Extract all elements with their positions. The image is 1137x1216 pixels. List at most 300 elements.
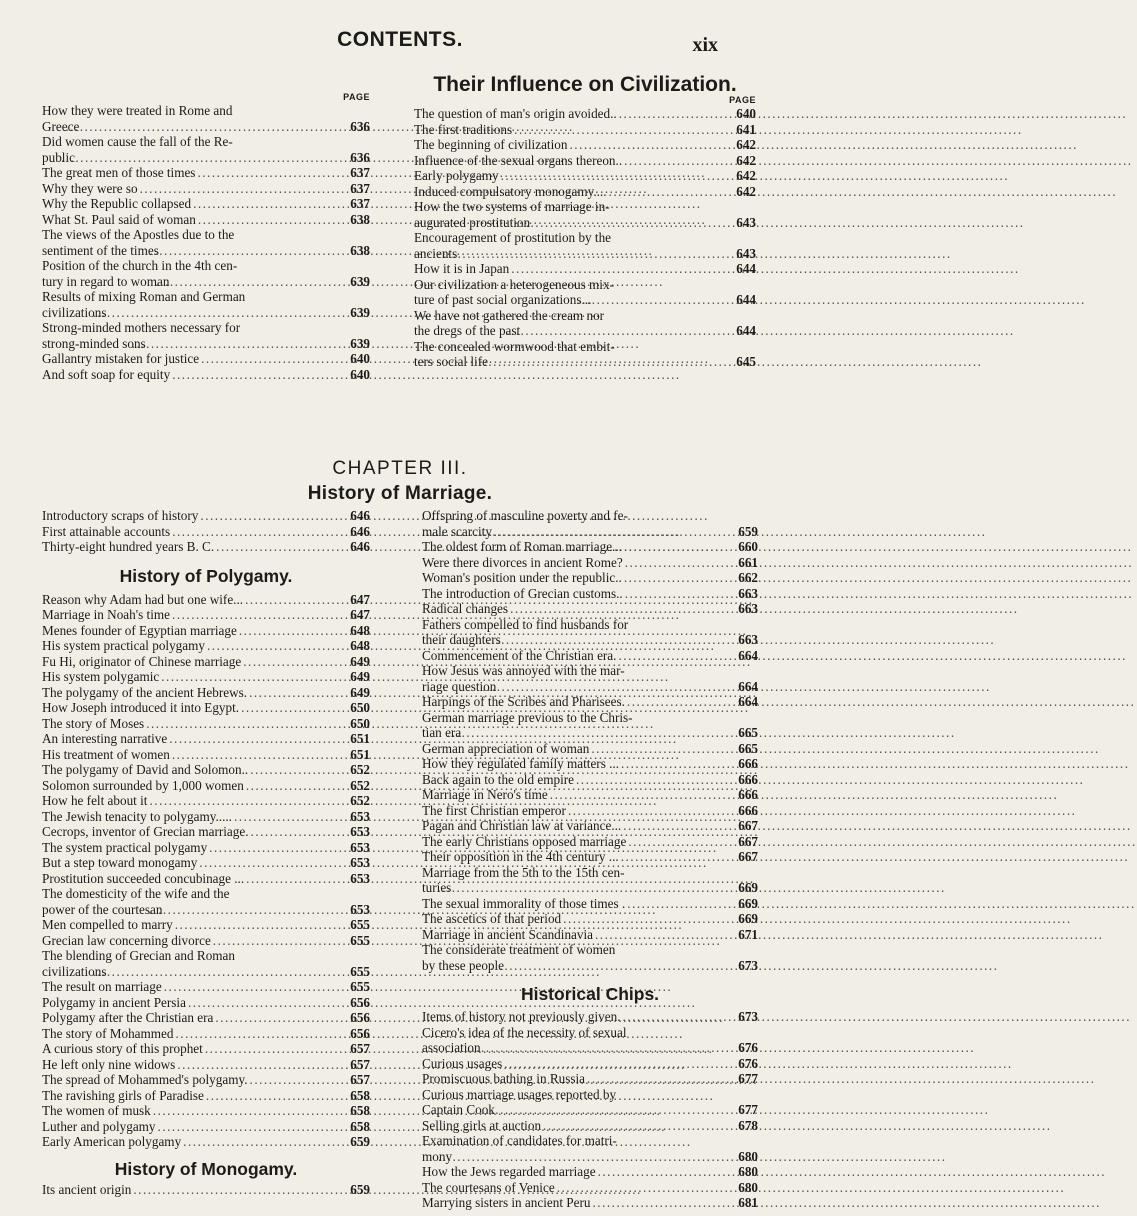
running-head <box>0 24 800 64</box>
dot-leader <box>593 292 750 308</box>
dot-leader <box>511 261 734 277</box>
toc-entry <box>42 1010 370 1026</box>
toc-entry <box>42 1072 370 1088</box>
dot-leader <box>569 137 734 153</box>
entry-page-number: 651 <box>350 746 370 762</box>
toc-entry <box>422 694 758 710</box>
dot-leader <box>249 685 348 701</box>
toc-entry <box>414 277 756 308</box>
entry-second-line <box>42 901 370 918</box>
entry-title-line2: civilizations <box>42 963 107 979</box>
toc-entry <box>414 184 756 200</box>
entry-page-number: 667 <box>738 818 758 833</box>
entry-page-number: 666 <box>738 787 758 802</box>
entry-title: Curious usages <box>422 1055 503 1071</box>
entry-page-number: 665 <box>738 740 758 756</box>
entry-page-number: 638 <box>350 211 370 227</box>
entry-page-number: 652 <box>350 762 370 777</box>
entry-title: Gallantry mistaken for justice <box>42 351 200 366</box>
dot-leader <box>201 351 348 367</box>
right-bottom-column <box>422 508 758 1211</box>
entry-page-number: 655 <box>350 963 370 979</box>
entry-page-number: 652 <box>350 793 370 808</box>
toc-entry <box>42 685 370 701</box>
entry-page-number: 667 <box>738 833 758 849</box>
entry-title-line1: Marriage from the 5th to the 15th cen- <box>422 864 625 880</box>
entry-page-number: 664 <box>738 694 758 709</box>
entry-page-number: 646 <box>350 508 370 523</box>
dot-leader <box>591 741 736 757</box>
entry-title: His system polygamic <box>42 669 160 684</box>
page-title: CONTENTS. <box>337 28 463 51</box>
entry-title-line1: The concealed wormwood that embit- <box>414 338 615 354</box>
entry-title: The courtesans of Venice <box>422 1179 555 1195</box>
entry-title-line2: ters social life <box>414 354 488 369</box>
entry-page-number: 648 <box>350 638 370 653</box>
toc-list <box>42 1182 370 1198</box>
entry-second-line <box>422 632 758 648</box>
entry-title-line2: the dregs of the past <box>414 323 521 338</box>
toc-entry <box>42 871 370 887</box>
entry-page-number: 644 <box>736 323 756 338</box>
entry-page-number: 681 <box>738 1195 758 1210</box>
dot-leader <box>207 638 348 654</box>
toc-entry <box>42 948 370 979</box>
dot-leader <box>250 1072 349 1088</box>
entry-page-number: 647 <box>350 607 370 622</box>
dot-leader <box>241 700 348 716</box>
toc-entry <box>422 1071 758 1087</box>
entry-page-number: 639 <box>350 335 370 351</box>
dot-leader <box>619 106 735 122</box>
entry-page-number: 646 <box>350 539 370 554</box>
toc-entry <box>422 539 758 555</box>
entry-second-line <box>422 957 758 974</box>
dot-leader <box>215 1010 348 1026</box>
entry-second-line <box>42 335 370 352</box>
entry-page-number: 667 <box>738 849 758 864</box>
entry-page-number: 665 <box>738 725 758 740</box>
toc-entry <box>422 911 758 927</box>
entry-page-number: 657 <box>350 1041 370 1056</box>
toc-entry <box>414 230 756 261</box>
dot-leader <box>209 840 348 856</box>
left-bottom-column <box>42 508 370 1197</box>
entry-title: Pagan and Christian law at variance... <box>422 818 622 833</box>
toc-entry <box>422 1180 758 1196</box>
toc-entry <box>422 663 758 694</box>
toc-entry <box>42 747 370 763</box>
entry-title: Items of history not previously given. <box>422 1009 621 1024</box>
entry-page-number: 661 <box>738 554 758 570</box>
dot-leader <box>627 896 736 912</box>
toc-entry <box>414 308 756 339</box>
toc-entry <box>422 927 758 943</box>
toc-entry <box>42 320 370 351</box>
entry-title-line1: How the two systems of marriage in- <box>414 199 610 214</box>
dot-leader <box>175 1026 348 1042</box>
entry-title: Their opposition in the 4th century ... <box>422 849 619 864</box>
dot-leader <box>197 165 348 181</box>
entry-page-number: 673 <box>738 957 758 973</box>
entry-title-line2: ancients <box>414 245 458 261</box>
toc-entry <box>414 199 756 230</box>
toc-list <box>422 508 758 973</box>
entry-page-number: 664 <box>738 647 758 663</box>
chapter-title: History of Marriage. <box>307 483 493 504</box>
entry-title: Luther and polygamy <box>42 1118 156 1134</box>
dot-leader <box>206 1088 348 1104</box>
entry-page-number: 662 <box>738 570 758 585</box>
entry-second-line <box>422 725 758 741</box>
entry-page-number: 644 <box>736 292 756 307</box>
entry-title: His system practical polygamy <box>42 638 205 653</box>
dot-leader <box>623 1009 737 1025</box>
dot-leader <box>133 1182 348 1198</box>
toc-entry <box>42 212 370 228</box>
entry-page-number: 650 <box>350 715 370 731</box>
dot-leader <box>175 917 348 933</box>
toc-list <box>42 508 370 555</box>
toc-entry <box>422 1056 758 1072</box>
entry-page-number: 651 <box>350 731 370 746</box>
toc-entry <box>42 669 370 685</box>
entry-title: Introductory scraps of history <box>42 508 199 523</box>
dot-leader <box>625 555 737 571</box>
toc-entry <box>422 648 758 664</box>
entry-title: Early American polygamy <box>42 1134 182 1149</box>
dot-leader <box>140 181 349 197</box>
dot-leader <box>454 1149 752 1165</box>
dot-leader <box>198 212 348 228</box>
toc-entry <box>42 1103 370 1119</box>
entry-title: Menes founder of Egyptian marriage <box>42 622 237 638</box>
entry-page-number: 649 <box>350 669 370 684</box>
dot-leader <box>199 855 348 871</box>
entry-page-number: 639 <box>350 273 370 289</box>
entry-title-line2: male scarcity <box>422 523 492 539</box>
dot-leader <box>161 243 364 259</box>
toc-entry <box>422 865 758 896</box>
dot-leader <box>172 524 348 540</box>
entry-page-number: 644 <box>736 261 756 276</box>
toc-entry <box>414 168 756 184</box>
entry-title-line2: ture of past social organizations... <box>414 292 592 307</box>
toc-entry <box>42 1041 370 1057</box>
toc-entry <box>42 933 370 949</box>
page-column-label: PAGE <box>343 92 370 102</box>
entry-page-number: 666 <box>738 771 758 787</box>
entry-page-number: 640 <box>350 366 370 382</box>
entry-page-number: 663 <box>738 632 758 647</box>
entry-page-number: 676 <box>738 1055 758 1071</box>
entry-title: Back again to the old empire <box>422 771 574 787</box>
entry-title-line2: their daughters <box>422 632 501 647</box>
entry-page-number: 671 <box>738 926 758 942</box>
entry-title: Marriage in Noah's time <box>42 607 170 622</box>
dot-leader <box>239 623 348 639</box>
entry-title: Promiscuous bathing in Russia <box>422 1071 586 1086</box>
entry-title-line1: Results of mixing Roman and German <box>42 289 246 304</box>
toc-entry <box>42 700 370 716</box>
entry-page-number: 640 <box>736 106 756 121</box>
entry-title-line1: Encouragement of prostitution by the <box>414 230 612 245</box>
entry-page-number: 637 <box>350 165 370 180</box>
dot-leader <box>153 1103 348 1119</box>
toc-entry <box>42 367 370 383</box>
dot-leader <box>498 679 752 695</box>
entry-page-number: 647 <box>350 591 370 607</box>
entry-title-line1: German marriage previous to the Chris- <box>422 709 633 725</box>
toc-entry <box>414 339 756 370</box>
entry-title: The story of Mohammed <box>42 1025 174 1041</box>
toc-entry <box>422 1087 758 1118</box>
dot-leader <box>245 592 348 608</box>
toc-entry <box>422 803 758 819</box>
toc-entry <box>422 756 758 772</box>
entry-title: But a step toward monogamy <box>42 855 198 870</box>
entry-title: Solomon surrounded by 1,000 women <box>42 777 244 793</box>
entry-second-line <box>414 214 756 231</box>
entry-second-line <box>42 304 370 321</box>
entry-title: The Jewish tenacity to polygamy..... <box>42 808 232 824</box>
entry-page-number: 638 <box>350 242 370 258</box>
toc-entry <box>42 793 370 809</box>
dot-leader <box>164 902 364 918</box>
entry-title: Men compelled to marry <box>42 917 173 932</box>
toc-entry <box>42 1134 370 1150</box>
entry-title: The polygamy of David and Solomon.. <box>42 762 249 777</box>
entry-title: Polygamy after the Christian era <box>42 1010 214 1025</box>
entry-page-number: 666 <box>738 756 758 771</box>
entry-title: Influence of the sexual organs thereon.. <box>414 152 623 168</box>
entry-title: How it is in Japan <box>414 261 510 276</box>
dot-leader <box>592 1195 736 1211</box>
entry-title-line1: We have not gathered the cream nor <box>414 307 605 323</box>
dot-leader <box>81 119 364 135</box>
entry-title: The beginning of civilization <box>414 137 568 152</box>
dot-leader <box>506 958 752 974</box>
entry-second-line <box>422 523 758 540</box>
toc-entry <box>422 570 758 586</box>
toc-entry <box>422 555 758 571</box>
toc-entry <box>42 979 370 995</box>
dot-leader <box>624 153 734 169</box>
entry-page-number: 641 <box>736 121 756 137</box>
entry-page-number: 669 <box>738 911 758 926</box>
entry-title: The ravishing girls of Paradise <box>42 1087 204 1103</box>
toc-entry <box>422 710 758 741</box>
toc-entry <box>42 824 370 840</box>
entry-title-line1: The views of the Apostles due to the <box>42 227 235 242</box>
dot-leader <box>550 787 736 803</box>
entry-title: How the Jews regarded marriage <box>422 1164 596 1179</box>
toc-entry <box>42 1119 370 1135</box>
entry-title: How Joseph introduced it into Egypt. <box>42 700 240 715</box>
entry-second-line <box>414 245 756 262</box>
dot-leader <box>171 274 364 290</box>
toc-entry <box>422 1118 758 1134</box>
toc-list <box>422 1009 758 1211</box>
dot-leader <box>193 196 348 212</box>
dot-leader <box>172 607 348 623</box>
page-number: xix <box>692 34 718 56</box>
entry-title-line1: Curious marriage usages reported by <box>422 1086 617 1102</box>
toc-entry <box>422 586 758 602</box>
entry-title: Harpings of the Scribes and Pharisees. <box>422 694 625 709</box>
dot-leader <box>172 367 348 383</box>
entry-page-number: 666 <box>738 802 758 818</box>
entry-title: Commencement of the Christian era. <box>422 647 617 663</box>
entry-title-line2: public <box>42 149 75 165</box>
dot-leader <box>177 1057 348 1073</box>
entry-page-number: 669 <box>738 895 758 911</box>
dot-leader <box>510 601 736 617</box>
dot-leader <box>234 809 348 825</box>
right-top-column <box>414 73 756 370</box>
entry-title-line1: Fathers compelled to find husbands for <box>422 616 629 632</box>
entry-page-number: 649 <box>350 684 370 700</box>
entry-title: Were there divorces in ancient Rome? <box>422 554 623 570</box>
entry-title: How he felt about it <box>42 793 148 808</box>
toc-entry <box>42 654 370 670</box>
entry-title: The oldest form of Roman marriage... <box>422 539 622 554</box>
entry-title-line2: tian era <box>422 725 462 740</box>
entry-page-number: 655 <box>350 979 370 994</box>
toc-list <box>414 106 756 370</box>
toc-entry <box>422 1009 758 1025</box>
dot-leader <box>598 1164 737 1180</box>
toc-entry <box>414 153 756 169</box>
dot-leader <box>587 1071 736 1087</box>
entry-page-number: 656 <box>350 994 370 1010</box>
entry-second-line <box>422 1148 758 1165</box>
entry-title-line2: civilizations <box>42 304 107 320</box>
entry-title: The ascetics of that period <box>422 911 562 926</box>
entry-title: Cecrops, inventor of Grecian marriage. <box>42 824 249 839</box>
toc-entry <box>42 539 370 555</box>
toc-entry <box>414 137 756 153</box>
toc-entry <box>42 731 370 747</box>
entry-title: The women of musk <box>42 1103 151 1118</box>
entry-title-line2: power of the courtesan <box>42 901 163 917</box>
entry-page-number: 636 <box>350 149 370 165</box>
toc-entry <box>42 196 370 212</box>
dot-leader <box>158 1119 349 1135</box>
entry-title-line2: tury in regard to woman <box>42 273 170 289</box>
entry-second-line <box>414 323 756 339</box>
entry-page-number: 677 <box>738 1102 758 1117</box>
toc-entry <box>42 607 370 623</box>
entry-page-number: 660 <box>738 539 758 554</box>
entry-page-number: 656 <box>350 1010 370 1025</box>
dot-leader <box>627 694 736 710</box>
entry-title-line1: Cicero's idea of the necessity of sexual <box>422 1024 627 1040</box>
entry-page-number: 680 <box>738 1179 758 1195</box>
entry-title-line1: Position of the church in the 4th cen- <box>42 258 238 273</box>
entry-title: The first Christian emperor <box>422 802 566 818</box>
toc-entry <box>422 617 758 648</box>
dot-leader <box>625 586 737 602</box>
entry-page-number: 642 <box>736 137 756 152</box>
entry-title-line1: Examination of candidates for matri- <box>422 1133 617 1148</box>
dot-leader <box>532 215 750 231</box>
entry-title-line2: mony <box>422 1148 453 1164</box>
entry-page-number: 648 <box>350 622 370 638</box>
dot-leader <box>557 1180 737 1196</box>
entry-page-number: 678 <box>738 1117 758 1133</box>
entry-second-line <box>422 1102 758 1118</box>
entry-page-number: 642 <box>736 168 756 183</box>
entry-page-number: 646 <box>350 523 370 539</box>
entry-page-number: 658 <box>350 1118 370 1134</box>
entry-page-number: 657 <box>350 1056 370 1072</box>
entry-title: The system practical polygamy <box>42 839 208 855</box>
toc-entry <box>42 592 370 608</box>
dot-leader <box>164 979 348 995</box>
entry-page-number: 636 <box>350 118 370 134</box>
entry-title: The introduction of Grecian customs.. <box>422 585 623 601</box>
section-title-influence: Their Influence on Civilization. <box>433 73 737 96</box>
toc-entry <box>42 840 370 856</box>
dot-leader <box>213 933 348 949</box>
dot-leader <box>628 834 736 850</box>
toc-entry <box>42 716 370 732</box>
dot-leader <box>463 725 752 741</box>
entry-page-number: 643 <box>736 245 756 261</box>
entry-title: The first traditions <box>414 121 513 137</box>
toc-entry <box>42 524 370 540</box>
entry-title: Grecian law concerning divorce <box>42 932 211 948</box>
toc-entry <box>422 818 758 834</box>
entry-second-line <box>414 292 756 308</box>
entry-title: The great men of those times <box>42 165 196 180</box>
dot-leader <box>77 150 364 166</box>
entry-page-number: 663 <box>738 585 758 601</box>
entry-page-number: 639 <box>350 304 370 320</box>
entry-page-number: 676 <box>738 1040 758 1055</box>
entry-page-number: 650 <box>350 700 370 715</box>
entry-title: The result on marriage <box>42 979 162 994</box>
dot-leader <box>108 305 364 321</box>
entry-title-line1: Did women cause the fall of the Re- <box>42 134 233 149</box>
dot-leader <box>618 648 736 664</box>
entry-page-number: 653 <box>350 901 370 917</box>
entry-title: His treatment of women <box>42 746 170 762</box>
entry-page-number: 655 <box>350 917 370 932</box>
entry-second-line <box>414 354 756 370</box>
entry-page-number: 658 <box>350 1087 370 1103</box>
section-title-polygamy: History of Polygamy. <box>119 565 293 586</box>
dot-leader <box>621 756 736 772</box>
dot-leader <box>251 824 349 840</box>
entry-title-line2: by these people <box>422 957 505 973</box>
dot-leader <box>108 964 364 980</box>
entry-title: He left only nine widows <box>42 1056 176 1072</box>
toc-entry <box>42 351 370 367</box>
toc-entry <box>422 1164 758 1180</box>
dot-leader <box>514 122 734 138</box>
entry-title: German appreciation of woman <box>422 740 590 756</box>
entry-title: Radical changes <box>422 601 509 616</box>
entry-page-number: 653 <box>350 855 370 870</box>
dot-leader <box>503 632 752 648</box>
entry-title: An interesting narrative <box>42 731 168 746</box>
dot-leader <box>146 716 348 732</box>
toc-entry <box>42 886 370 917</box>
dot-leader <box>172 747 348 763</box>
entry-page-number: 653 <box>350 824 370 839</box>
